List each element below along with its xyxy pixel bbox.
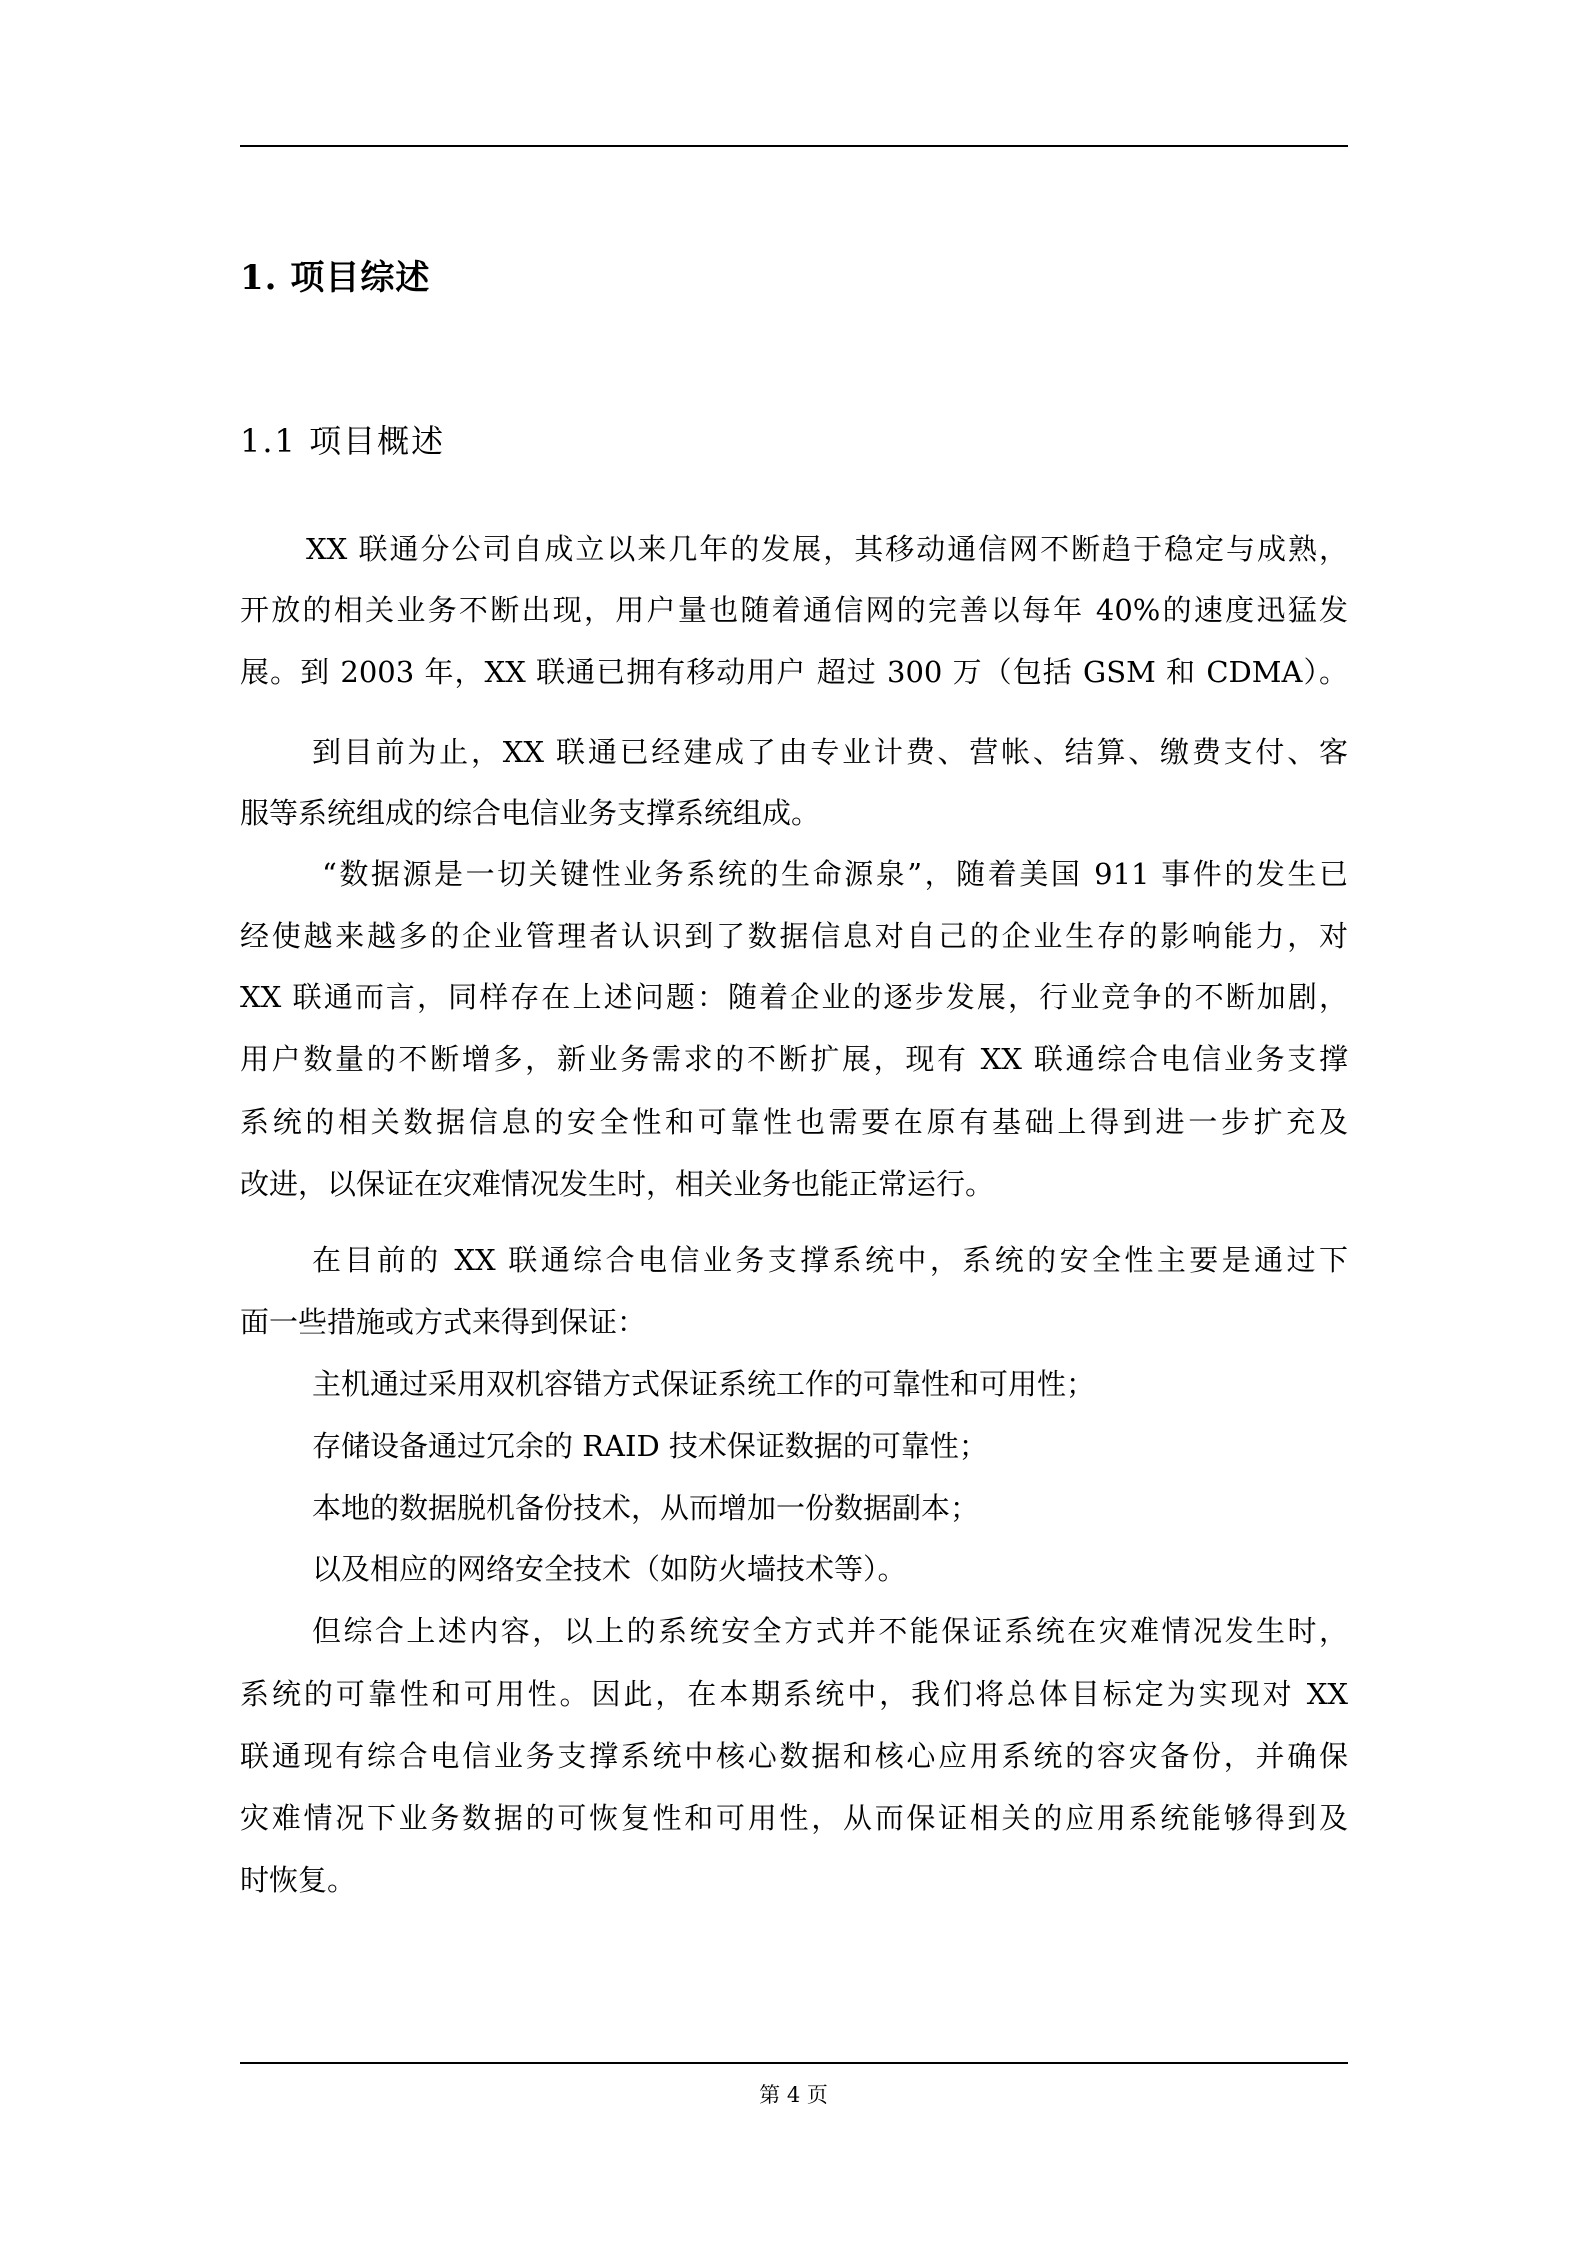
text-line: 系统的可靠性和可用性。因此，在本期系统中，我们将总体目标定为实现对 XX xyxy=(240,1677,1348,1711)
text-line: 但综合上述内容，以上的系统安全方式并不能保证系统在灾难情况发生时， xyxy=(312,1614,1348,1648)
text-line: XX 联通分公司自成立以来几年的发展，其移动通信网不断趋于稳定与成熟， xyxy=(306,532,1348,566)
text-line: 改进，以保证在灾难情况发生时，相关业务也能正常运行。 xyxy=(240,1167,995,1201)
list-item: 主机通过采用双机容错方式保证系统工作的可靠性和可用性； xyxy=(312,1367,1096,1401)
header-rule xyxy=(240,145,1348,147)
text-line: 开放的相关业务不断出现，用户量也随着通信网的完善以每年 40%的速度迅猛发 xyxy=(240,593,1348,627)
text-line: 在目前的 XX 联通综合电信业务支撑系统中，系统的安全性主要是通过下 xyxy=(312,1243,1348,1277)
text-line: 到目前为止，XX 联通已经建成了由专业计费、营帐、结算、缴费支付、客 xyxy=(312,735,1348,769)
text-line: 面一些措施或方式来得到保证： xyxy=(240,1305,647,1339)
page-footer xyxy=(0,2080,1587,2110)
list-item: 以及相应的网络安全技术（如防火墙技术等）。 xyxy=(312,1552,907,1586)
list-item: 本地的数据脱机备份技术，从而增加一份数据副本； xyxy=(312,1491,980,1525)
subsection-heading: 1.1 项目概述 xyxy=(240,422,446,460)
footer-rule xyxy=(240,2062,1348,2064)
text-line: 灾难情况下业务数据的可恢复性和可用性，从而保证相关的应用系统能够得到及 xyxy=(240,1801,1348,1835)
text-line: 联通现有综合电信业务支撑系统中核心数据和核心应用系统的容灾备份，并确保 xyxy=(240,1739,1348,1773)
page-number: 第 4 页 xyxy=(759,2083,828,2107)
text-line: 用户数量的不断增多，新业务需求的不断扩展，现有 XX 联通综合电信业务支撑 xyxy=(240,1042,1348,1076)
text-line: “数据源是一切关键性业务系统的生命源泉”，随着美国 911 事件的发生已 xyxy=(322,857,1348,891)
text-line: 时恢复。 xyxy=(240,1863,357,1897)
text-line: 系统的相关数据信息的安全性和可靠性也需要在原有基础上得到进一步扩充及 xyxy=(240,1105,1348,1139)
section-heading: 1. 项目综述 xyxy=(240,258,431,298)
text-line: XX 联通而言，同样存在上述问题：随着企业的逐步发展，行业竞争的不断加剧， xyxy=(240,980,1348,1014)
text-line: 服等系统组成的综合电信业务支撑系统组成。 xyxy=(240,796,821,830)
text-line: 经使越来越多的企业管理者认识到了数据信息对自己的企业生存的影响能力，对 xyxy=(240,919,1348,953)
text-line: 展。到 2003 年，XX 联通已拥有移动用户 超过 300 万（包括 GSM 和 CDMA）。 xyxy=(240,655,1348,689)
list-item: 存储设备通过冗余的 RAID 技术保证数据的可靠性； xyxy=(312,1429,988,1463)
